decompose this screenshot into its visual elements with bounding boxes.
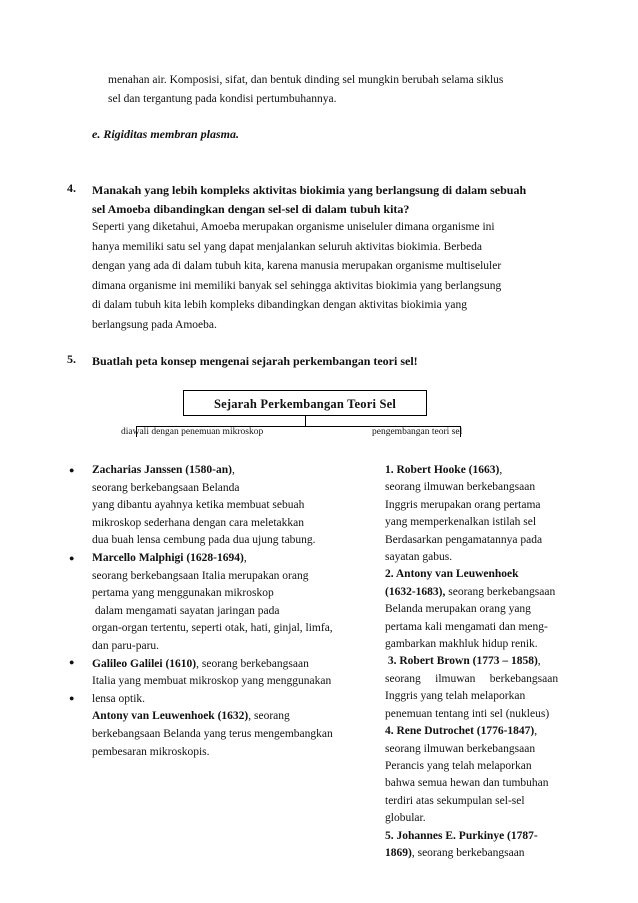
left-item-line: dan paru-paru.: [92, 639, 160, 652]
right-line: terdiri atas sekumpulan sel-sel: [385, 794, 525, 807]
left-item-header: Marcello Malphigi (1628-1694),: [92, 551, 247, 564]
left-item-line: lensa optik.: [92, 692, 146, 705]
right-line: 4. Rene Dutrochet (1776-1847),: [385, 725, 538, 738]
right-line: seorang ilmuwan berkebangsaan: [385, 742, 536, 755]
right-line: 1869), seorang berkebangsaan: [385, 846, 525, 859]
right-line: sayatan gabus.: [385, 551, 453, 564]
scientist-name: Antony van Leuwenhoek (1632): [92, 710, 249, 723]
right-line: pertama kali mengamati dan meng-: [385, 620, 548, 633]
answer-line: dengan yang ada di dalam tubuh kita, karena manusia merupakan organisme multiseluler: [92, 260, 502, 272]
bullet-icon: ●: [69, 553, 75, 563]
answer-line: berlangsung pada Amoeba.: [92, 318, 217, 331]
left-column: [92, 462, 333, 761]
right-line: 2. Antony van Leuwenhoek: [385, 568, 519, 581]
right-line: 5. Johannes E. Purkinye (1787-: [385, 829, 538, 842]
item-e-heading: e. Rigiditas membran plasma.: [92, 127, 240, 141]
concept-map-title-box: Sejarah Perkembangan Teori Sel: [183, 390, 427, 416]
right-line: 3. Robert Brown (1773 – 1858),: [385, 655, 541, 668]
right-line: penemuan tentang inti sel (nukleus): [385, 707, 550, 720]
right-line: Inggris merupakan orang pertama: [385, 498, 541, 511]
right-column: [385, 462, 558, 862]
right-line: Berdasarkan pengamatannya pada: [385, 533, 543, 546]
bullet-icon: ●: [69, 657, 75, 667]
right-line: seorang ilmuwan berkebangsaan: [385, 481, 536, 494]
left-item-line: berkebangsaan Belanda yang terus mengembangkan: [92, 727, 333, 740]
left-item-header: Antony van Leuwenhoek (1632), seorang: [92, 710, 290, 723]
left-item-line: Italia yang membuat mikroskop yang menggunakan: [92, 675, 332, 688]
question-4-text: [92, 181, 526, 219]
right-line: 1. Robert Hooke (1663),: [385, 464, 503, 476]
left-item-line: pertama yang menggunakan mikroskop: [92, 587, 274, 600]
left-item-line: dalam mengamati sayatan jaringan pada: [92, 604, 280, 617]
question-5-text: Buatlah peta konsep mengenai sejarah perkembangan teori sel!: [92, 354, 418, 368]
scientist-name: Marcello Malphigi (1628-1694): [92, 551, 244, 564]
right-line: (1632-1683), seorang berkebangsaan: [385, 585, 556, 598]
left-item-line: dua buah lensa cembung pada dua ujung tabung.: [92, 534, 316, 547]
right-line: Belanda merupakan orang yang: [385, 603, 531, 616]
right-line: bahwa semua hewan dan tumbuhan: [385, 777, 549, 790]
scientist-name: Galileo Galilei (1610): [92, 657, 197, 670]
bullet-icon: ●: [69, 693, 75, 703]
right-branch-label: pengembangan teori sel: [372, 427, 463, 437]
question-4-answer: [92, 218, 501, 335]
right-line: seorang ilmuwan berkebangsaan: [385, 672, 559, 685]
intro-line: sel dan tergantung pada kondisi pertumbuhannya.: [108, 93, 337, 105]
right-line: yang memperkenalkan istilah sel: [385, 516, 537, 529]
left-item-header: Galileo Galilei (1610), seorang berkebangsaan: [92, 657, 309, 670]
right-line: Perancis yang telah melaporkan: [385, 759, 532, 772]
left-item-line: yang dibantu ayahnya ketika membuat sebuah: [92, 499, 305, 512]
right-line: Inggris yang telah melaporkan: [385, 690, 526, 703]
answer-line: Seperti yang diketahui, Amoeba merupakan organisme uniseluler dimana organisme ini: [92, 221, 495, 233]
left-item-line: pembesaran mikroskopis.: [92, 745, 210, 758]
answer-line: dimana organisme ini memiliki banyak sel sehingga aktivitas biokimia yang berlangsung: [92, 279, 502, 292]
scientist-name: Zacharias Janssen (1580-an): [92, 464, 232, 476]
intro-line: menahan air. Komposisi, sifat, dan bentuk dinding sel mungkin berubah selama siklus: [108, 74, 504, 86]
question-4-line: Manakah yang lebih kompleks aktivitas biokimia yang berlangsung di dalam sebuah: [92, 183, 527, 197]
left-branch-label: diawali dengan penemuan mikroskop: [121, 427, 264, 437]
left-item-header: Zacharias Janssen (1580-an),: [92, 464, 235, 476]
answer-line: di dalam tubuh kita lebih kompleks dibandingkan dengan aktivitas biokimia yang: [92, 299, 467, 311]
intro-paragraph: [108, 71, 503, 109]
left-item-line: organ-organ tertentu, seperti otak, hati, ginjal, limfa,: [92, 622, 333, 635]
connector-vertical: [305, 416, 306, 426]
question-4-number: 4.: [67, 181, 76, 195]
answer-line: hanya memiliki satu sel yang dapat menjalankan seluruh aktivitas biokimia. Berbeda: [92, 240, 482, 253]
question-5-number: 5.: [67, 352, 76, 366]
bullet-icon: ●: [69, 465, 75, 475]
left-item-line: mikroskop sederhana dengan cara meletakkan: [92, 516, 305, 529]
question-4-line: sel Amoeba dibandingkan dengan sel-sel di dalam tubuh kita?: [92, 202, 410, 216]
right-line: globular.: [385, 812, 426, 825]
right-line: gambarkan makhluk hidup renik.: [385, 638, 538, 651]
left-item-line: seorang berkebangsaan Belanda: [92, 481, 240, 494]
left-item-line: seorang berkebangsaan Italia merupakan orang: [92, 569, 309, 582]
